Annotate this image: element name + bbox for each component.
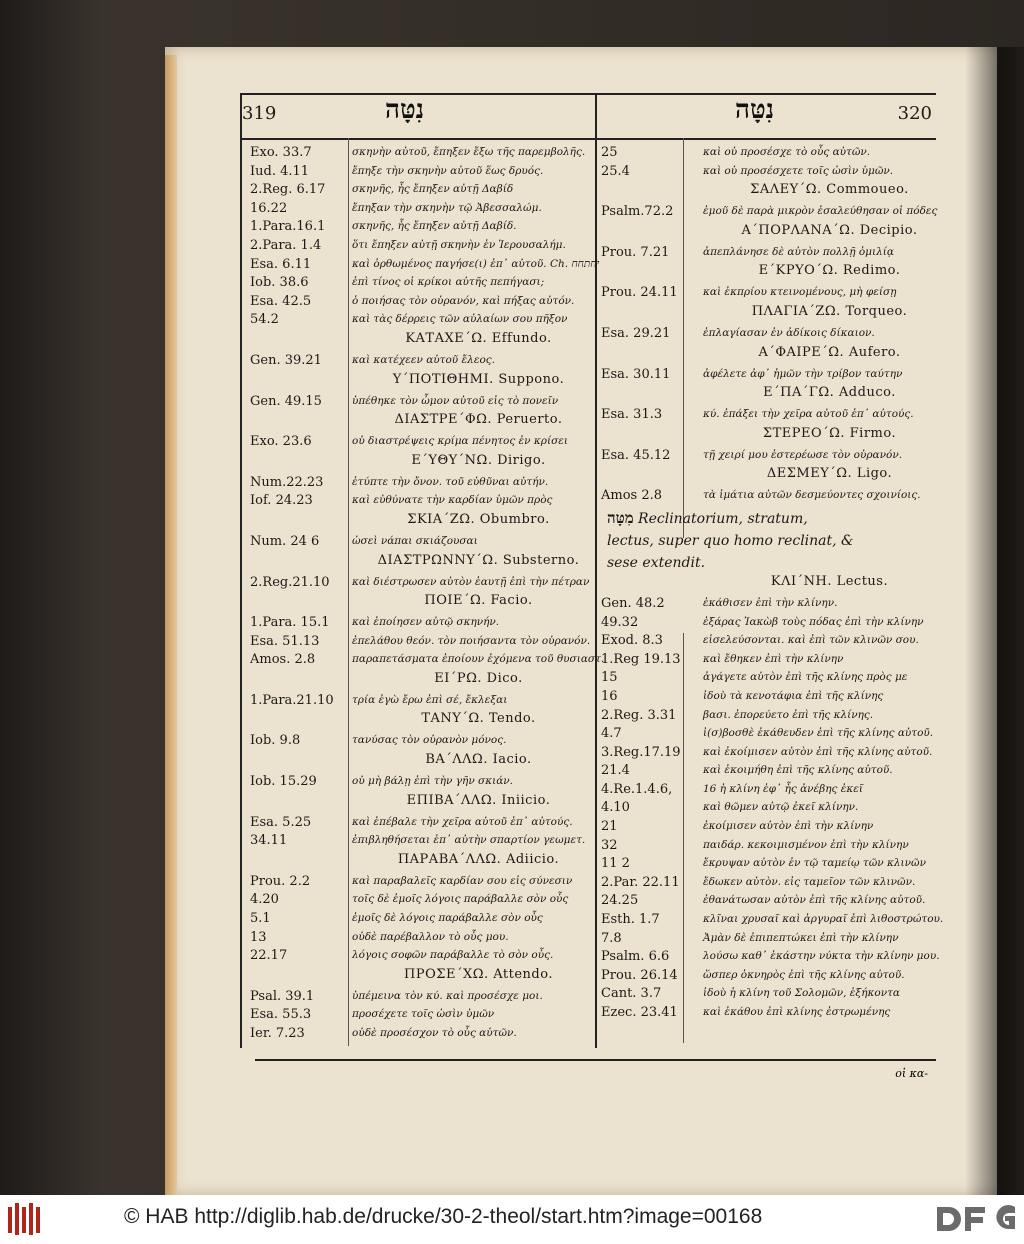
concordance-row bbox=[597, 204, 952, 223]
lemma-heading bbox=[597, 304, 952, 326]
scripture-reference: 25 bbox=[601, 145, 618, 160]
concordance-row bbox=[246, 475, 601, 494]
lemma-heading bbox=[246, 793, 601, 815]
lemma-heading-text: ΒΑ΄ΛΛΩ. Iacio. bbox=[425, 752, 532, 768]
greek-quotation: καὶ οὐ προσέσχετε τοῖς ὠσὶν ὑμῶν. bbox=[703, 164, 894, 177]
greek-quotation: ἰδοὺ ἡ κλίνη τοῦ Σολομῶν, ἑξήκοντα bbox=[703, 987, 900, 1000]
footer-bar bbox=[0, 1195, 1024, 1244]
greek-quotation: οὐδὲ προσέσχον τὸ οὖς αὐτῶν. bbox=[352, 1027, 517, 1039]
scripture-reference: 1.Reg 19.13 bbox=[601, 651, 681, 667]
scripture-reference: 49.32 bbox=[601, 614, 639, 630]
scripture-reference: 21.4 bbox=[601, 763, 630, 779]
greek-quotation: ἐμοῖς δὲ λόγοις παράβαλλε σὸν οὖς bbox=[352, 912, 543, 925]
scripture-reference: Psalm. 6.6 bbox=[601, 949, 670, 965]
scripture-reference: Prou. 24.11 bbox=[601, 285, 678, 301]
greek-quotation: βασι. ἐπορεύετο ἐπὶ τῆς κλίνης. bbox=[703, 708, 874, 721]
bottom-rule bbox=[255, 1059, 936, 1061]
scripture-reference: Esa. 5.25 bbox=[250, 814, 312, 830]
scripture-reference: Exod. 8.3 bbox=[601, 633, 663, 649]
lemma-heading-text: ΣΚΙΑ΄ΖΩ. Obumbro. bbox=[407, 511, 550, 527]
scripture-reference: 25.4 bbox=[601, 163, 630, 179]
lemma-heading-text: ΚΑΤΑΧΕ΄Ω. Effundo. bbox=[405, 330, 552, 346]
greek-quotation: ἰδοὺ τὰ κενοτάφια ἐπὶ τῆς κλίνης bbox=[703, 689, 884, 702]
concordance-row bbox=[597, 986, 952, 1005]
lemma-heading bbox=[597, 345, 952, 367]
right-column bbox=[597, 145, 952, 1024]
scripture-reference: 13 bbox=[250, 929, 267, 945]
greek-quotation: λούσω καθ᾽ ἑκάστην νύκτα τὴν κλίνην μου. bbox=[703, 950, 940, 963]
concordance-row bbox=[597, 245, 952, 264]
lemma-heading-text: Α΄ΠΟΡΛΑΝΑ΄Ω. Decipio. bbox=[741, 222, 918, 238]
concordance-row bbox=[246, 989, 601, 1008]
scripture-reference: 5.1 bbox=[250, 911, 271, 927]
lemma-heading-text: Ε΄ΥΘΥ΄ΝΩ. Dirigo. bbox=[411, 452, 546, 468]
hebrew-entry-word: מִטָּה bbox=[607, 508, 634, 527]
concordance-row bbox=[246, 733, 601, 752]
greek-quotation: Ἀμὰν δὲ ἐπιπεπτώκει ἐπὶ τὴν κλίνην bbox=[703, 931, 899, 944]
greek-quotation: καὶ εὐθύνατε τὴν καρδίαν ὑμῶν πρὸς bbox=[352, 494, 553, 507]
concordance-row bbox=[246, 145, 601, 164]
concordance-row bbox=[246, 815, 601, 834]
left-page-number: 319 bbox=[242, 103, 277, 124]
right-hebrew-heading: נִטָּה bbox=[735, 95, 775, 125]
greek-quotation: ὡσεὶ νάπαι σκιάζουσαι bbox=[352, 534, 478, 547]
concordance-row bbox=[246, 634, 601, 653]
greek-quotation: σκηνὴν αὐτοῦ, ἔπηξεν ἔξω τῆς παρεμβολῆς. bbox=[352, 146, 586, 158]
scripture-reference: Psalm.72.2 bbox=[601, 204, 674, 220]
text-frame bbox=[240, 93, 944, 1080]
greek-quotation: τανύσας τὸν οὐρανὸν μόνος. bbox=[352, 734, 507, 747]
concordance-row bbox=[597, 708, 952, 727]
concordance-row bbox=[597, 145, 952, 164]
concordance-row bbox=[246, 394, 601, 413]
hebrew-entry-definition: lectus, super quo homo reclinat, & bbox=[607, 532, 854, 549]
scripture-reference: Prou. 2.2 bbox=[250, 873, 311, 889]
greek-quotation: ὅτι ἔπηξεν αὐτῇ σκηνὴν ἐν Ἱερουσαλήμ. bbox=[352, 238, 566, 251]
concordance-row bbox=[246, 201, 601, 220]
greek-quotation: καὶ οὐ προσέσχε τὸ οὖς αὐτῶν. bbox=[703, 146, 871, 158]
lemma-heading bbox=[246, 852, 601, 874]
lemma-heading bbox=[246, 453, 601, 475]
concordance-row bbox=[597, 670, 952, 689]
lemma-heading-text: Ε΄ΠΑ΄ΓΩ. Adduco. bbox=[763, 385, 896, 401]
greek-quotation: καὶ κατέχεεν αὐτοῦ ἔλεος. bbox=[352, 353, 495, 366]
concordance-row bbox=[246, 275, 601, 294]
greek-quotation: ὁ ποιήσας τὸν οὐρανόν, καὶ πήξας αὐτόν. bbox=[352, 294, 575, 307]
lemma-heading bbox=[246, 711, 601, 733]
greek-quotation: ἔπηξε τὴν σκηνὴν αὐτοῦ ἕως δρυός. bbox=[352, 164, 544, 177]
concordance-row bbox=[597, 875, 952, 894]
lemma-heading bbox=[597, 426, 952, 448]
scripture-reference: Esa. 29.21 bbox=[601, 325, 671, 341]
left-column bbox=[246, 145, 605, 1045]
scripture-reference: 4.Re.1.4.6, bbox=[601, 781, 673, 797]
greek-quotation: προσέχετε τοῖς ὠσὶν ὑμῶν bbox=[352, 1008, 495, 1021]
greek-quotation: τρία ἐγὼ ἔρω ἐπὶ σέ, ἔκλεξαι bbox=[352, 693, 508, 706]
scripture-reference: Esa. 30.11 bbox=[601, 366, 671, 382]
concordance-row bbox=[246, 164, 601, 183]
scripture-reference: Iud. 4.11 bbox=[250, 163, 310, 179]
scripture-reference: 4.20 bbox=[250, 892, 279, 908]
greek-quotation: ἐπιβληθήσεται ἐπ᾽ αὐτὴν σπαρτίον γεωμετ. bbox=[352, 834, 586, 847]
concordance-row bbox=[597, 326, 952, 345]
concordance-row bbox=[597, 1005, 952, 1024]
greek-quotation: οὐ μὴ βάλῃ ἐπὶ τὴν γῆν σκιάν. bbox=[352, 775, 514, 788]
concordance-row bbox=[597, 652, 952, 671]
lemma-heading bbox=[246, 372, 601, 394]
greek-quotation: ἀπεπλάνησε δὲ αὐτὸν πολλῇ ὁμιλίᾳ bbox=[703, 245, 894, 258]
scripture-reference: Gen. 49.15 bbox=[250, 393, 322, 409]
greek-quotation: καὶ διέστρωσεν αὐτὸν ἑαυτῇ ἐπὶ τὴν πέτραν bbox=[352, 575, 590, 588]
scripture-reference: Ezec. 23.41 bbox=[601, 1005, 678, 1020]
concordance-row bbox=[246, 434, 601, 453]
scripture-reference: Iof. 24.23 bbox=[250, 493, 313, 509]
scripture-reference: 2.Reg. 3.31 bbox=[601, 707, 677, 723]
greek-quotation: σκηνῆς, ἧς ἔπηξεν αὐτῇ Δαβίδ. bbox=[352, 220, 517, 233]
scripture-reference: 2.Par. 22.11 bbox=[601, 874, 680, 890]
lemma-heading-text: ΔΕΣΜΕΥ΄Ω. Ligo. bbox=[766, 466, 893, 482]
greek-quotation: οὐ διαστρέψεις κρίμα πένητος ἐν κρίσει bbox=[352, 435, 568, 448]
scripture-reference: 4.10 bbox=[601, 800, 630, 816]
concordance-row bbox=[597, 164, 952, 183]
greek-quotation: καὶ τὰς δέρρεις τῶν αὐλαίων σου πῆξον bbox=[352, 313, 568, 326]
greek-quotation: εἰσελεύσονται. καὶ ἐπὶ τῶν κλινῶν σου. bbox=[703, 634, 919, 647]
concordance-row bbox=[597, 856, 952, 875]
scripture-reference: 1.Para.21.10 bbox=[250, 692, 334, 708]
scripture-reference: Esa. 51.13 bbox=[250, 633, 320, 649]
greek-quotation: ἐπλαγίασαν ἐν ἀδίκοις δίκαιον. bbox=[703, 326, 875, 339]
scripture-reference: 2.Reg.21.10 bbox=[250, 574, 330, 590]
concordance-row bbox=[246, 257, 601, 276]
concordance-row bbox=[246, 892, 601, 911]
greek-quotation: κύ. ἐπάξει τὴν χεῖρα αὐτοῦ ἐπ᾽ αὐτούς. bbox=[703, 408, 914, 421]
concordance-row bbox=[246, 1026, 601, 1045]
concordance-row bbox=[246, 312, 601, 331]
scripture-reference: 3.Reg.17.19 bbox=[601, 744, 681, 760]
greek-quotation: παιδάρ. κεκοιμισμένον ἐπὶ τὴν κλίνην bbox=[703, 838, 909, 851]
page-edge bbox=[165, 55, 177, 1195]
lemma-heading-text: ΠΡΟΣΕ΄ΧΩ. Attendo. bbox=[404, 966, 553, 982]
concordance-row bbox=[246, 615, 601, 634]
scripture-reference: Amos. 2.8 bbox=[250, 652, 316, 668]
concordance-row bbox=[246, 774, 601, 793]
header-rule bbox=[240, 138, 936, 140]
greek-quotation: καὶ παραβαλεῖς καρδίαν σου εἰς σύνεσιν bbox=[352, 874, 573, 887]
concordance-row bbox=[597, 782, 952, 801]
scripture-reference: 24.25 bbox=[601, 893, 639, 909]
hebrew-entry bbox=[517, 507, 952, 574]
lemma-heading bbox=[597, 574, 952, 596]
scripture-reference: 22.17 bbox=[250, 948, 288, 964]
concordance-row bbox=[597, 448, 952, 467]
right-page-number: 320 bbox=[897, 103, 932, 124]
concordance-row bbox=[597, 949, 952, 968]
scripture-reference: 16 bbox=[601, 688, 618, 704]
scripture-reference: Gen. 48.2 bbox=[601, 595, 665, 611]
concordance-row bbox=[597, 367, 952, 386]
scripture-reference: Prou. 7.21 bbox=[601, 244, 670, 260]
scripture-reference: Gen. 39.21 bbox=[250, 352, 322, 368]
greek-quotation: καὶ ἐκοιμήθη ἐπὶ τῆς κλίνης αὐτοῦ. bbox=[703, 764, 893, 777]
concordance-row bbox=[246, 1007, 601, 1026]
scripture-reference: 21 bbox=[601, 819, 618, 835]
lemma-heading-text: ΕΠΙΒΑ΄ΛΛΩ. Iniicio. bbox=[406, 792, 551, 808]
scripture-reference: 34.11 bbox=[250, 833, 288, 849]
concordance-row bbox=[597, 488, 952, 507]
greek-quotation: καὶ ἐπέβαλε τὴν χεῖρα αὐτοῦ ἐπ᾽ αὐτούς. bbox=[352, 815, 573, 828]
greek-quotation: καὶ θῶμεν αὐτῷ ἐκεῖ κλίνην. bbox=[703, 801, 859, 814]
greek-quotation: καὶ ἐκάθου ἐπὶ κλίνης ἐστρωμένης bbox=[703, 1006, 891, 1018]
concordance-row bbox=[597, 893, 952, 912]
concordance-row bbox=[597, 968, 952, 987]
scripture-reference: Esth. 1.7 bbox=[601, 912, 660, 928]
lemma-heading bbox=[597, 182, 952, 204]
lemma-heading-text: Υ΄ΠΟΤΙΘΗΜΙ. Suppono. bbox=[392, 371, 565, 387]
concordance-row bbox=[597, 745, 952, 764]
concordance-row bbox=[597, 800, 952, 819]
catchword: οἱ κα- bbox=[895, 1067, 928, 1080]
concordance-row bbox=[597, 407, 952, 426]
scripture-reference: Num. 24 6 bbox=[250, 533, 320, 549]
concordance-row bbox=[597, 838, 952, 857]
greek-quotation: καὶ ὀρθωμένος παγήσε(ι) ἐπ᾽ αὐτοῦ. Ch. יחתחח bbox=[352, 257, 600, 270]
concordance-row bbox=[246, 948, 601, 967]
concordance-row bbox=[597, 726, 952, 745]
scripture-reference: 1.Para. 15.1 bbox=[250, 615, 330, 631]
greek-quotation: ὥσπερ ὀκνηρὸς ἐπὶ τῆς κλίνης αὐτοῦ. bbox=[703, 968, 905, 981]
scripture-reference: Num.22.23 bbox=[250, 474, 324, 490]
scripture-reference: Ier. 7.23 bbox=[250, 1026, 305, 1041]
lemma-heading bbox=[246, 967, 601, 989]
left-hebrew-heading: נִטָּה bbox=[385, 95, 425, 125]
concordance-row bbox=[246, 930, 601, 949]
concordance-row bbox=[597, 819, 952, 838]
greek-quotation: καὶ ἐποίησεν αὐτῷ σκηνήν. bbox=[352, 616, 500, 629]
concordance-row bbox=[246, 182, 601, 201]
greek-quotation: ἐξάρας Ἰακὼβ τοὺς πόδας ἐπὶ τὴν κλίνην bbox=[703, 615, 924, 628]
concordance-row bbox=[246, 238, 601, 257]
scripture-reference: Esa. 6.11 bbox=[250, 256, 312, 272]
lemma-heading bbox=[246, 752, 601, 774]
scripture-reference: Iob. 38.6 bbox=[250, 275, 309, 291]
lemma-heading bbox=[246, 593, 601, 615]
scripture-reference: 16.22 bbox=[250, 200, 288, 216]
greek-quotation: ἐπελάθου θεόν. τὸν ποιήσαντα τὸν οὐρανόν. bbox=[352, 634, 591, 647]
lemma-heading bbox=[597, 466, 952, 488]
dfg-logo-icon[interactable] bbox=[935, 1203, 1019, 1235]
scripture-reference: Prou. 26.14 bbox=[601, 967, 678, 983]
scripture-reference: 7.8 bbox=[601, 930, 622, 946]
scripture-reference: 2.Para. 1.4 bbox=[250, 237, 322, 253]
lemma-heading-text: ΔΙΑΣΤΡΕ΄ΦΩ. Peruerto. bbox=[394, 412, 563, 428]
greek-quotation: 16 ἡ κλίνη ἐφ᾽ ἧς ἀνέβης ἐκεῖ bbox=[703, 782, 864, 795]
greek-quotation: ἐκάθισεν ἐπὶ τὴν κλίνην. bbox=[703, 596, 838, 609]
scripture-reference: Amos 2.8 bbox=[601, 488, 663, 504]
gutter-shadow bbox=[965, 47, 1024, 1195]
scripture-reference: 32 bbox=[601, 837, 618, 853]
scripture-reference: 15 bbox=[601, 670, 618, 686]
concordance-row bbox=[597, 912, 952, 931]
lemma-heading-text: ΤΑΝΥ΄Ω. Tendo. bbox=[421, 711, 536, 727]
hab-logo-icon[interactable] bbox=[6, 1201, 46, 1237]
greek-quotation: ἐπὶ τίνος οἱ κρίκοι αὐτῆς πεπήγασι; bbox=[352, 276, 545, 289]
greek-quotation: καὶ ἐκπρίου κτεινομένους, μὴ φείσῃ bbox=[703, 286, 897, 299]
concordance-row bbox=[246, 911, 601, 930]
greek-quotation: κλῖναι χρυσαῖ καὶ ἀργυραῖ ἐπὶ λιθοστρώτου. bbox=[703, 913, 944, 926]
concordance-row bbox=[246, 652, 605, 671]
concordance-row bbox=[246, 874, 601, 893]
copyright-url-text[interactable]: © HAB http://diglib.hab.de/drucke/30-2-theol/start.htm?image=00168 bbox=[124, 1205, 763, 1228]
concordance-row bbox=[597, 763, 952, 782]
greek-quotation: τῇ χειρί μου ἐστερέωσε τὸν οὐρανόν. bbox=[703, 448, 903, 461]
greek-quotation: ἐθανάτωσαν αὐτὸν ἐπὶ τῆς κλίνης αὐτοῦ. bbox=[703, 894, 926, 907]
greek-quotation: παραπετάσματα ἐποίουν ἐχόμενα τοῦ θυσιαστ. bbox=[352, 653, 605, 666]
greek-quotation: λόγοις σοφῶν παράβαλλε τὸ σὸν οὖς. bbox=[352, 949, 554, 962]
greek-quotation: ἀφέλετε ἀφ᾽ ἡμῶν τὴν τρίβον ταύτην bbox=[703, 367, 903, 380]
lemma-heading-text: ΠΛΑΓΙΑ΄ΖΩ. Torqueo. bbox=[751, 303, 908, 319]
concordance-row bbox=[246, 693, 601, 712]
scripture-reference: Cant. 3.7 bbox=[601, 986, 662, 1002]
greek-quotation: τὰ ἱμάτια αὐτῶν δεσμεύοντες σχοινίοις. bbox=[703, 489, 921, 502]
scripture-reference: 4.7 bbox=[601, 726, 622, 742]
concordance-row bbox=[246, 219, 601, 238]
lemma-heading-text: Α΄ΦΑΙΡΕ΄Ω. Aufero. bbox=[758, 344, 901, 360]
lemma-heading-text: ΣΤΕΡΕΟ΄Ω. Firmo. bbox=[762, 425, 897, 441]
lemma-heading-text: ΠΑΡΑΒΑ΄ΛΛΩ. Adiicio. bbox=[397, 851, 560, 867]
lemma-heading-text: ΠΟΙΕ΄Ω. Facio. bbox=[424, 593, 533, 609]
greek-quotation: ἀγάγετε αὐτὸν ἐπὶ τῆς κλίνης πρὸς με bbox=[703, 671, 908, 684]
lemma-heading-text: ΚΛΙ΄ΝΗ. Lectus. bbox=[770, 573, 889, 589]
greek-quotation: οὐδὲ παρέβαλλον τὸ οὖς μου. bbox=[352, 930, 509, 943]
scripture-reference: Exo. 23.6 bbox=[250, 434, 312, 450]
left-vertical-rule bbox=[240, 93, 242, 1048]
greek-quotation: καὶ ἐκοίμισεν αὐτὸν ἐπὶ τῆς κλίνης αὐτοῦ. bbox=[703, 745, 933, 758]
concordance-row bbox=[597, 931, 952, 950]
concordance-row bbox=[246, 833, 601, 852]
scripture-reference: Psal. 39.1 bbox=[250, 988, 315, 1004]
greek-quotation: ὑπέθηκε τὸν ὦμον αὐτοῦ εἰς τὸ πονεῖν bbox=[352, 394, 559, 407]
scripture-reference: Esa. 31.3 bbox=[601, 407, 663, 423]
lemma-heading-text: Ε΄ΚΡΥΟ΄Ω. Redimo. bbox=[758, 263, 901, 279]
greek-quotation: ἔπηξαν τὴν σκηνὴν τῷ Ἀβεσσαλώμ. bbox=[352, 201, 542, 214]
scripture-reference: 54.2 bbox=[250, 312, 279, 328]
lemma-heading-text: ΔΙΑΣΤΡΩΝΝΥ΄Ω. Substerno. bbox=[377, 552, 580, 568]
greek-quotation: ἔδωκεν αὐτὸν. εἰς ταμεῖον τῶν κλινῶν. bbox=[703, 875, 916, 888]
lemma-heading-text: ΕΙ΄ΡΩ. Dico. bbox=[434, 670, 523, 686]
greek-quotation: ὑπέμεινα τὸν κύ. καὶ προσέσχε μοι. bbox=[352, 989, 543, 1002]
scripture-reference: Exo. 33.7 bbox=[250, 145, 312, 160]
greek-quotation: ἰ(σ)βοσθὲ ἐκάθευδεν ἐπὶ τῆς κλίνης αὐτοῦ. bbox=[703, 727, 934, 740]
scripture-reference: Esa. 45.12 bbox=[601, 447, 671, 463]
lemma-heading bbox=[246, 331, 601, 353]
scripture-reference: 11 2 bbox=[601, 856, 630, 872]
concordance-row bbox=[597, 285, 952, 304]
greek-quotation: ἐτύπτε τὴν ὄνον. τοῦ εὐθῦναι αὐτήν. bbox=[352, 475, 549, 488]
concordance-row bbox=[246, 353, 601, 372]
concordance-row bbox=[597, 689, 952, 708]
concordance-row bbox=[597, 633, 952, 652]
scripture-reference: 1.Para.16.1 bbox=[250, 219, 326, 235]
lemma-heading bbox=[246, 412, 601, 434]
lemma-heading bbox=[597, 263, 952, 285]
lemma-heading bbox=[597, 385, 952, 407]
greek-quotation: τοῖς δὲ ἐμοῖς λόγοις παράβαλλε σὸν οὖς bbox=[352, 893, 569, 906]
concordance-row bbox=[246, 294, 601, 313]
top-rule bbox=[240, 93, 936, 95]
concordance-row bbox=[246, 575, 601, 594]
greek-quotation: ἔκρυψαν αὐτὸν ἐν τῷ ταμείῳ τῶν κλινῶν bbox=[703, 857, 926, 870]
greek-quotation: σκηνῆς, ἧς ἔπηξεν αὐτῇ Δαβίδ bbox=[352, 183, 514, 196]
hebrew-entry-definition: sese extendit. bbox=[607, 554, 706, 571]
greek-quotation: ἐμοῦ δὲ παρὰ μικρὸν ἐσαλεύθησαν οἱ πόδες bbox=[703, 205, 938, 218]
scripture-reference: Iob. 15.29 bbox=[250, 774, 317, 790]
hebrew-entry-definition: Reclinatorium, stratum, bbox=[638, 510, 808, 527]
lemma-heading-text: ΣΑΛΕΥ΄Ω. Commoueo. bbox=[750, 182, 909, 198]
scripture-reference: 2.Reg. 6.17 bbox=[250, 182, 326, 198]
concordance-row bbox=[597, 596, 952, 615]
concordance-row bbox=[597, 615, 952, 634]
greek-quotation: καὶ ἔθηκεν ἐπὶ τὴν κλίνην bbox=[703, 652, 844, 665]
scripture-reference: Iob. 9.8 bbox=[250, 733, 301, 749]
lemma-heading bbox=[597, 223, 952, 245]
scripture-reference: Esa. 42.5 bbox=[250, 293, 312, 309]
greek-quotation: ἐκοίμισεν αὐτὸν ἐπὶ τὴν κλίνην bbox=[703, 820, 874, 833]
scripture-reference: Esa. 55.3 bbox=[250, 1007, 312, 1023]
lemma-heading bbox=[246, 671, 601, 693]
